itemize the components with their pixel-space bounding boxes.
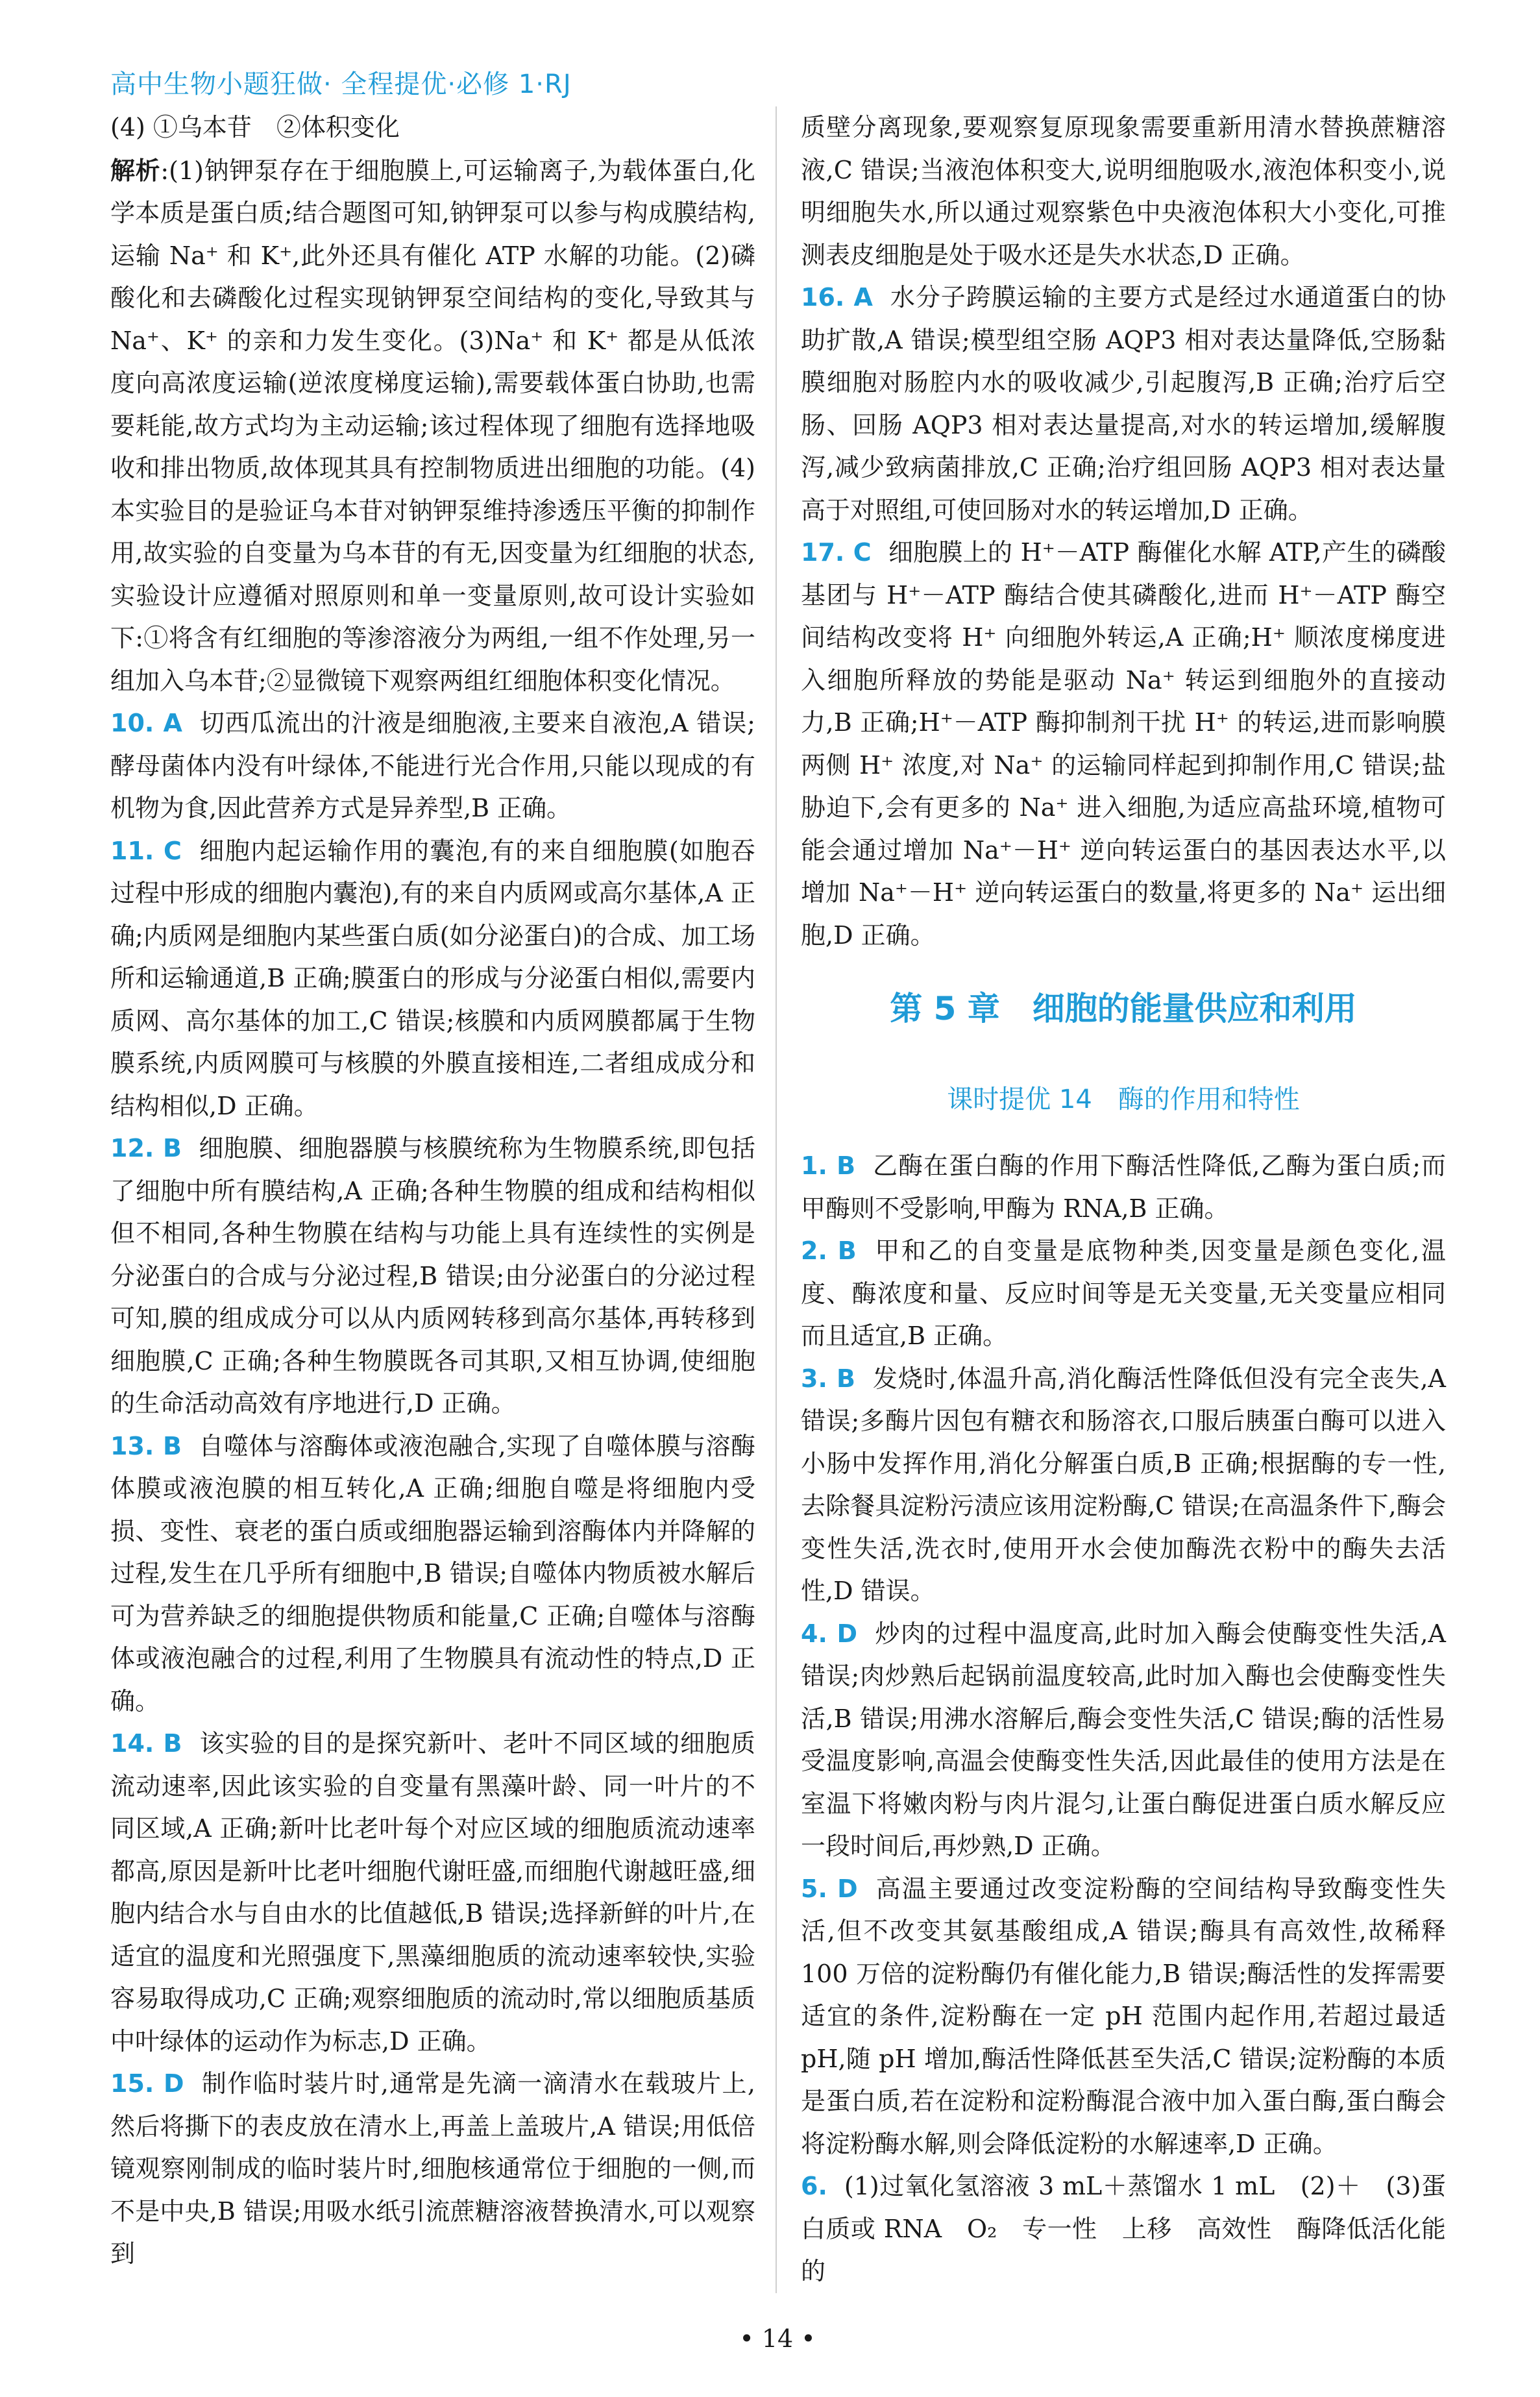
page-number: • 14 • [739, 2324, 816, 2353]
answer-item [801, 277, 1446, 532]
answer-item [801, 1358, 1446, 1613]
answer-item [801, 532, 1446, 957]
continuation-text: 质壁分离现象,要观察复原现象需要重新用清水替换蔗糖溶液,C 错误;当液泡体积变大,说明细胞吸水,液泡体积变小,说明细胞失水,所以通过观察紫色中央液泡体积大小变化,可推测表皮细胞是处于吸水还是失水状态,D 正确。 [801, 113, 1446, 269]
answer-item [801, 1868, 1446, 2166]
item-number: 12. B [110, 1134, 182, 1162]
answer-item [110, 1425, 755, 1723]
item-number: 17. C [801, 538, 872, 567]
item-text: 细胞膜、细胞器膜与核膜统称为生物膜系统,即包括了细胞中所有膜结构,A 正确;各种生物膜的组成和结构相似但不相同,各种生物膜在结构与功能上具有连续性的实例是分泌蛋白的合成与分泌过程,B 错误;由分泌蛋白的分泌过程可知,膜的组成成分可以从内质网转移到高尔基体,再转移到细胞膜,C 正确;各种生物膜既各司其职,又相互协调,使细胞的生命活动高效有序地进行,D 正确。 [110, 1134, 755, 1418]
item-text: 高温主要通过改变淀粉酶的空间结构导致酶变性失活,但不改变其氨基酸组成,A 错误;酶具有高效性,故稀释 100 万倍的淀粉酶仍有催化能力,B 错误;酶活性的发挥需要适宜的条件,淀粉酶在一定 pH 范围内起作用,若超过最适 pH,随 pH 增加,酶活性降低甚至失活,C 错误;淀粉酶的本质是蛋白质,若在淀粉和淀粉酶混合液中加入蛋白酶,蛋白酶会将淀粉酶水解,则会降低淀粉的水解速率,D 正确。 [801, 1874, 1446, 2158]
item-number: 16. A [801, 283, 873, 312]
analysis-paragraph [110, 149, 755, 703]
book-header: 高中生物小题狂做· 全程提优·必修 1·RJ [110, 69, 572, 99]
item-text: 炒肉的过程中温度高,此时加入酶会使酶变性失活,A 错误;肉炒熟后起锅前温度较高,此时加入酶也会使酶变性失活,B 错误;用沸水溶解后,酶会变性失活,C 错误;酶的活性易受温度影响,高温会使酶变性失活,因此最佳的使用方法是在室温下将嫩肉粉与肉片混匀,让蛋白酶促进蛋白质水解反应一段时间后,再炒熟,D 正确。 [801, 1619, 1446, 1860]
item-number: 10. A [110, 709, 182, 737]
item-text: 制作临时装片时,通常是先滴一滴清水在载玻片上,然后将撕下的表皮放在清水上,再盖上盖玻片,A 错误;用低倍镜观察刚制成的临时装片时,细胞核通常位于细胞的一侧,而不是中央,B 错误;用吸水纸引流蔗糖溶液替换清水,可以观察到 [110, 2069, 755, 2268]
item-number: 3. B [801, 1364, 855, 1393]
right-column [801, 106, 1446, 2293]
answer-item [801, 1145, 1446, 1230]
item-number: 15. D [110, 2069, 184, 2098]
answer-item [110, 2063, 755, 2276]
item-text: (1)过氧化氢溶液 3 mL＋蒸馏水 1 mL (2)＋ (3)蛋白质或 RNA O₂ 专一性 上移 高效性 酶降低活化能的 [801, 2172, 1446, 2285]
answer-line: (4) ①乌本苷 ②体积变化 [110, 113, 400, 141]
analysis-text: :(1)钠钾泵存在于细胞膜上,可运输离子,为载体蛋白,化学本质是蛋白质;结合题图可知,钠钾泵可以参与构成膜结构,运输 Na⁺ 和 K⁺,此外还具有催化 ATP 水解的功能。(2)磷酸化和去磷酸化过程实现钠钾泵空间结构的变化,导致其与 Na⁺、K⁺ 的亲和力发生变化。(3)Na⁺ 和 K⁺ 都是从低浓度向高浓度运输(逆浓度梯度运输),需要载体蛋白协助,也需要耗能,故方式均为主动运输;该过程体现了细胞有选择地吸收和排出物质,故体现其具有控制物质进出细胞的功能。(4)本实验目的是验证乌本苷对钠钾泵维持渗透压平衡的抑制作用,故实验的自变量为乌本苷的有无,因变量为红细胞的状态,实验设计应遵循对照原则和单一变量原则,故可设计实验如下:①将含有红细胞的等渗溶液分为两组,一组不作处理,另一组加入乌本苷;②显微镜下观察两组红细胞体积变化情况。 [110, 156, 755, 695]
item-number: 11. C [110, 836, 182, 865]
item-text: 细胞膜上的 H⁺－ATP 酶催化水解 ATP,产生的磷酸基团与 H⁺－ATP 酶结合使其磷酸化,进而 H⁺－ATP 酶空间结构改变将 H⁺ 向细胞外转运,A 正确;H⁺ 顺浓度梯度进入细胞所释放的势能是驱动 Na⁺ 转运到细胞外的直接动力,B 正确;H⁺－ATP 酶抑制剂干扰 H⁺ 的转运,进而影响膜两侧 H⁺ 浓度,对 Na⁺ 的运输同样起到抑制作用,C 错误;盐胁迫下,会有更多的 Na⁺ 进入细胞,为适应高盐环境,植物可能会通过增加 Na⁺－H⁺ 逆向转运蛋白的基因表达水平,以增加 Na⁺－H⁺ 逆向转运蛋白的数量,将更多的 Na⁺ 运出细胞,D 正确。 [801, 538, 1447, 950]
item-text: 乙酶在蛋白酶的作用下酶活性降低,乙酶为蛋白质;而甲酶则不受影响,甲酶为 RNA,B 正确。 [801, 1151, 1446, 1223]
item-text: 该实验的目的是探究新叶、老叶不同区域的细胞质流动速率,因此该实验的自变量有黑藻叶龄、同一叶片的不同区域,A 正确;新叶比老叶每个对应区域的细胞质流动速率都高,原因是新叶比老叶细胞代谢旺盛,而细胞代谢越旺盛,细胞内结合水与自由水的比值越低,B 错误;选择新鲜的叶片,在适宜的温度和光照强度下,黑藻细胞质的流动速率较快,实验容易取得成功,C 正确;观察细胞质的流动时,常以细胞质基质中叶绿体的运动作为标志,D 正确。 [110, 1729, 755, 2056]
item-number: 6. [801, 2172, 827, 2200]
chapter-title: 第 5 章 细胞的能量供应和利用 [890, 990, 1357, 1027]
item-text: 切西瓜流出的汁液是细胞液,主要来自液泡,A 错误;酵母菌体内没有叶绿体,不能进行光合作用,只能以现成的有机物为食,因此营养方式是异养型,B 正确。 [110, 709, 755, 822]
lesson-title: 课时提优 14 酶的作用和特性 [947, 1085, 1300, 1114]
answer-item [110, 1723, 755, 2063]
answer-item [801, 1230, 1446, 1358]
answer-item [110, 1127, 755, 1425]
item-text: 发烧时,体温升高,消化酶活性降低但没有完全丧失,A 错误;多酶片因包有糖衣和肠溶衣,口服后胰蛋白酶可以进入小肠中发挥作用,消化分解蛋白质,B 正确;根据酶的专一性,去除餐具淀粉污渍应该用淀粉酶,C 错误;在高温条件下,酶会变性失活,洗衣时,使用开水会使加酶洗衣粉中的酶失去活性,D 错误。 [801, 1364, 1446, 1605]
item-text: 水分子跨膜运输的主要方式是经过水通道蛋白的协助扩散,A 错误;模型组空肠 AQP3 相对表达量降低,空肠黏膜细胞对肠腔内水的吸收减少,引起腹泻,B 正确;治疗后空肠、回肠 AQP3 相对表达量提高,对水的转运增加,缓解腹泻,减少致病菌排放,C 正确;治疗组回肠 AQP3 相对表达量高于对照组,可使回肠对水的转运增加,D 正确。 [801, 283, 1446, 524]
answer-item [801, 1613, 1446, 1868]
answer-item [110, 702, 755, 830]
columns [110, 106, 1445, 2293]
item-number: 1. B [801, 1151, 856, 1180]
item-number: 2. B [801, 1236, 857, 1265]
item-text: 甲和乙的自变量是底物种类,因变量是颜色变化,温度、酶浓度和量、反应时间等是无关变量,无关变量应相同而且适宜,B 正确。 [801, 1236, 1446, 1350]
analysis-label: 解析 [110, 155, 161, 185]
left-column [110, 106, 755, 2293]
item-number: 4. D [801, 1619, 858, 1648]
answer-item [110, 830, 755, 1128]
answer-item [801, 2165, 1446, 2293]
item-number: 5. D [801, 1874, 858, 1903]
column-divider [776, 106, 777, 2293]
item-number: 14. B [110, 1729, 182, 1758]
item-number: 13. B [110, 1431, 182, 1460]
item-text: 细胞内起运输作用的囊泡,有的来自细胞膜(如胞吞过程中形成的细胞内囊泡),有的来自内质网或高尔基体,A 正确;内质网是细胞内某些蛋白质(如分泌蛋白)的合成、加工场所和运输通道,B 正确;膜蛋白的形成与分泌蛋白相似,需要内质网、高尔基体的加工,C 错误;核膜和内质网膜都属于生物膜系统,内质网膜可与核膜的外膜直接相连,二者组成成分和结构相似,D 正确。 [110, 836, 755, 1120]
item-text: 自噬体与溶酶体或液泡融合,实现了自噬体膜与溶酶体膜或液泡膜的相互转化,A 正确;细胞自噬是将细胞内受损、变性、衰老的蛋白质或细胞器运输到溶酶体内并降解的过程,发生在几乎所有细胞中,B 错误;自噬体内物质被水解后可为营养缺乏的细胞提供物质和能量,C 正确;自噬体与溶酶体或液泡融合的过程,利用了生物膜具有流动性的特点,D 正确。 [110, 1431, 755, 1715]
